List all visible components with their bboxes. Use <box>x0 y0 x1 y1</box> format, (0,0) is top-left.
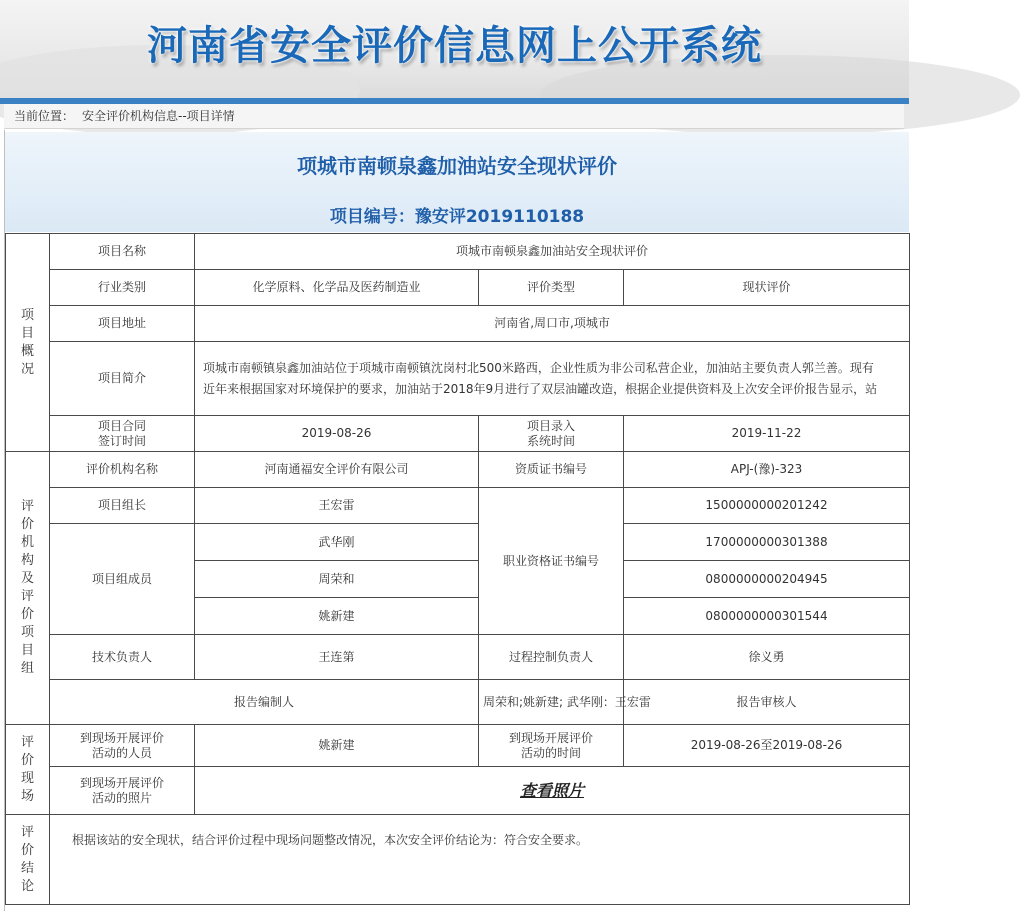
value-intro <box>195 342 910 416</box>
page-title: 项城市南顿泉鑫加油站安全现状评价 <box>297 154 617 178</box>
value-member: 武华刚 <box>195 524 479 561</box>
label-cert-no: 资质证书编号 <box>479 452 624 488</box>
label-address: 项目地址 <box>50 306 195 342</box>
breadcrumb <box>4 104 904 129</box>
view-photos-link[interactable]: 查看照片 <box>195 767 910 815</box>
value-report-author: 周荣和;姚新建; 武华刚：王宏雷 <box>479 680 624 725</box>
value-address: 河南省,周口市,项城市 <box>195 306 910 342</box>
value-entry-time: 2019-11-22 <box>624 416 910 452</box>
value-contract-time: 2019-08-26 <box>195 416 479 452</box>
label-leader: 项目组长 <box>50 488 195 524</box>
value-site-people: 姚新建 <box>195 725 479 767</box>
label-tech-lead: 技术负责人 <box>50 635 195 680</box>
label-intro: 项目简介 <box>50 342 195 416</box>
label-eval-type: 评价类型 <box>479 270 624 306</box>
label-process-lead: 过程控制负责人 <box>479 635 624 680</box>
label-org-name: 评价机构名称 <box>50 452 195 488</box>
value-site-time: 2019-08-26至2019-08-26 <box>624 725 910 767</box>
value-project-name: 项城市南顿泉鑫加油站安全现状评价 <box>195 234 910 270</box>
intro-line: 近年来根据国家对环境保护的要求，加油站于2018年9月进行了双层油罐改造，根据企业提供资料及上次安全评价报告显示，站 <box>203 381 878 396</box>
project-header <box>5 132 909 232</box>
label-site-people: 到现场开展评价 活动的人员 <box>50 725 195 767</box>
project-code: 项目编号：豫安评2019110188 <box>329 207 585 227</box>
value-member: 周荣和 <box>195 561 479 598</box>
label-qual-cert: 职业资格证书编号 <box>479 488 624 635</box>
section-site: 评价现场 <box>6 725 50 815</box>
label-industry: 行业类别 <box>50 270 195 306</box>
section-conclusion: 评价结论 <box>6 815 50 905</box>
intro-line: 项城市南顿镇泉鑫加油站位于项城市南顿镇沈岗村北500米路西，企业性质为非公司私营企业，加油站主要负责人郭兰善。现有 <box>203 360 874 375</box>
value-leader-cert: 1500000000201242 <box>624 488 910 524</box>
value-industry: 化学原料、化学品及医药制造业 <box>195 270 479 306</box>
value-member: 姚新建 <box>195 598 479 635</box>
label-project-name: 项目名称 <box>50 234 195 270</box>
site-title: 河南省安全评价信息网上公开系统 <box>147 23 762 69</box>
label-entry-time: 项目录入 系统时间 <box>479 416 624 452</box>
breadcrumb-label: 当前位置： <box>14 109 75 123</box>
label-report-author: 报告编制人 <box>50 680 479 725</box>
label-members: 项目组成员 <box>50 524 195 635</box>
section-overview: 项目概况 <box>6 234 50 452</box>
value-leader: 王宏雷 <box>195 488 479 524</box>
label-site-photos: 到现场开展评价 活动的照片 <box>50 767 195 815</box>
value-process-lead: 徐义勇 <box>624 635 910 680</box>
value-member-cert: 0800000000204945 <box>624 561 910 598</box>
project-detail-table <box>5 233 909 905</box>
value-org-name: 河南通福安全评价有限公司 <box>195 452 479 488</box>
value-member-cert: 0800000000301544 <box>624 598 910 635</box>
breadcrumb-path[interactable]: 安全评价机构信息--项目详情 <box>82 109 235 123</box>
label-contract-time: 项目合同 签订时间 <box>50 416 195 452</box>
header-banner <box>0 0 909 98</box>
value-member-cert: 1700000000301388 <box>624 524 910 561</box>
value-conclusion: 根据该站的安全现状，结合评价过程中现场问题整改情况，本次安全评价结论为：符合安全要求。 <box>50 815 910 905</box>
section-org: 评价机构及评价项目组 <box>6 452 50 725</box>
value-cert-no: APJ-(豫)-323 <box>624 452 910 488</box>
label-site-time: 到现场开展评价 活动的时间 <box>479 725 624 767</box>
label-report-reviewer: 报告审核人 <box>624 680 910 725</box>
value-tech-lead: 王连第 <box>195 635 479 680</box>
value-eval-type: 现状评价 <box>624 270 910 306</box>
